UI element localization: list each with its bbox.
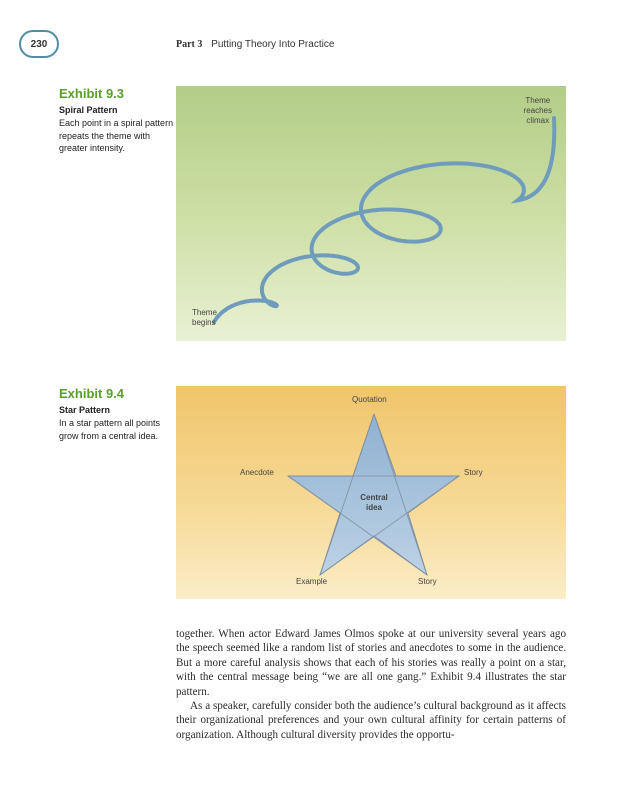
star-point-anecdote: Anecdote	[240, 468, 274, 477]
page-number: 230	[30, 38, 48, 50]
star-point-example: Example	[296, 577, 328, 586]
star-point-story-right: Story	[464, 468, 483, 477]
running-head	[176, 39, 334, 50]
exhibit-9-3-caption	[59, 86, 174, 155]
part-label: Part 3	[176, 39, 203, 50]
star-point-quotation: Quotation	[352, 395, 387, 404]
exhibit-9-4-title: Exhibit 9.4	[59, 386, 125, 401]
theme-begins-label: Theme begins	[192, 308, 217, 327]
exhibit-9-4-subtitle: Star Pattern	[59, 405, 111, 415]
exhibit-9-4-caption	[59, 386, 174, 442]
spiral-illustration	[176, 86, 566, 341]
star-center-label: Central idea	[360, 493, 388, 512]
spiral-pattern-figure	[176, 86, 566, 341]
body-paragraph-2: As a speaker, carefully consider both the audience’s cultural background as it affects their organizational preferences and your own cultural affinity for certain patterns of organization. Although cultural diversity provides the opportu-	[176, 700, 566, 741]
star-pattern-figure	[176, 386, 566, 599]
exhibit-9-4-description: In a star pattern all points grow from a central idea.	[59, 418, 161, 441]
star-point-story-bottom: Story	[418, 577, 437, 586]
exhibit-9-3-description: Each point in a spiral pattern repeats the theme with greater intensity.	[59, 118, 174, 153]
exhibit-9-3-subtitle: Spiral Pattern	[59, 105, 118, 115]
part-title: Putting Theory Into Practice	[211, 39, 335, 50]
spiral-line	[214, 118, 554, 322]
exhibit-9-3-title: Exhibit 9.3	[59, 86, 125, 101]
body-text	[176, 627, 566, 742]
page-number-badge	[19, 30, 59, 58]
body-paragraph-1: together. When actor Edward James Olmos spoke at our university several years ago the speech seemed like a random list of stories and anecdotes to some in the audience. But a more careful analysis shows that each of his stories was really a point on a star, with the central message being “we are all one gang.” Exhibit 9.4 illustrates the star pattern.	[176, 628, 566, 698]
theme-climax-label: Theme reaches climax	[523, 96, 552, 125]
